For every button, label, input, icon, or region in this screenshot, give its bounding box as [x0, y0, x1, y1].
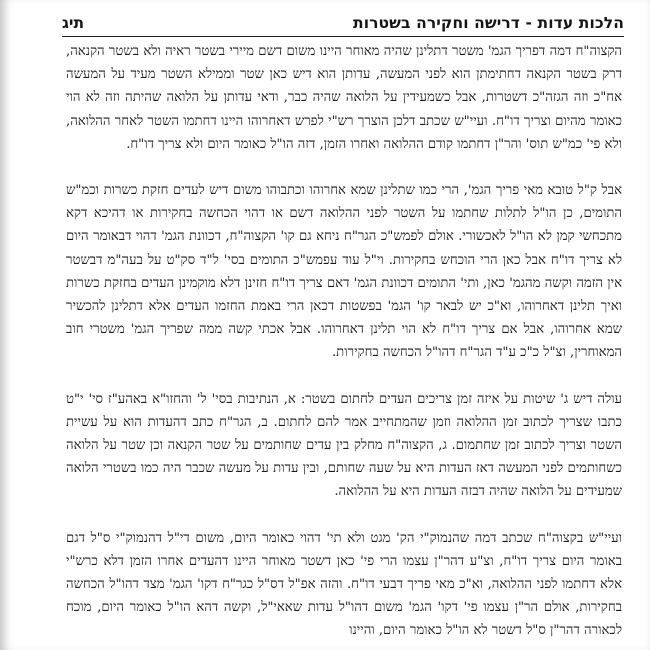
page-header	[62, 8, 624, 32]
header-rule	[62, 36, 624, 37]
page-number: תיג	[62, 14, 85, 32]
running-title: הלכות עדות - דרישה וחקירה בשטרות	[353, 14, 624, 32]
paragraph-3: עולה דיש ג' שיטות על איזה זמן צריכים העדים לחתום בשטר: א, הנתיבות בסי' ל' והחזו"א באהע"ז סי' י"ט כתבו שצריך לכתוב זמן ההלואה וזמן שהמתחייב אמר להם לחתום. ב, הגר"ח כתב דהעדות הוא על עשיית השטר וצריך לכתוב זמן שחתמום. ג, הקצוה"ח מחלק בין עדים שחותמים על שטר הקנאה וכן שטר על הלואה כשחותמים לפני המעשה דאז העדות היא על שעה שחותם, ובין עדות על מעשה שכבר היה כמו בשטרי הלואה שמעידים על הלואה שהיה דבזה העדות היא על ההלואה.	[66, 391, 622, 500]
body-text	[66, 40, 622, 643]
paragraph-2: אבל ק"ל טובא מאי פריך הגמ', הרי כמו שתלינן שמא אחרוהו וכתבוהו משום דיש לעדים חזקת כשרות וכמ"ש התומים, כן הו"ל לתלות שחתמו על השטר לפני ההלואה דשם או דהוי הכחשה בחקירות או דהיכא דקא מתכחשי קמן לא הו"ל לאכשורי. אולם לפמש"כ הגר"ח ניחא גם קו' הקצוה"ח, דכוונת הגמ' דהוי דבאומר היום לא צריך דו"ח אבל כאן הרי הוכחש בחקירות. וי"ל עוד עפמש"כ התומים בסי' ל"ד סק"ט על בעה"מ דבשטר אין הזמה וקשה מהגמ' כאן, ותי' התומים דכוונת הגמ' דאם צריך דו"ח חזינן דלא מוקמינן העדים בחזקת כשרות ואיך תלינן דאחרוהו, וא"כ יש לבאר קו' הגמ' בפשטות דכאן הרי באמת החזמו העדים אלא דתלינן להכשיר שמא אחרוהו, אבל אם צריך דו"ח לא הוי תלינן דאחרוהו. אבל אכתי קשה ממה שפריך הגמ' משטרי חוב המאוחרין, וצ"ל כ"כ ע"ד הגר"ח דהו"ל הכחשה בחקירות.	[66, 183, 622, 361]
paragraph-4: ועיי"ש בקצוה"ח שכתב דמה שהנמוק"י הק' מגט ולא תי' דהוי כאומר היום, משום די"ל דהנמוק"י ס"ל דגם באומר היום צריך דו"ח, וצ"ע דהר"ן עצמו הרי פי' כאן דשטר מאוחר היינו דהעדים אחרו הזמן דלא כרש"י אלא דחתמו לפני ההלואה, וא"כ מאי פריך דבעי דו"ח. והזה אפ"ל דס"ל כגר"ח דקו' הגמ' מצד דהו"ל הכחשה בחקירות, אולם הר"ן עצמו פי' דקו' הגמ' משום דהו"ל עדות שאאי"ל, וקשה דהא הו"ל כאומר היום, מוכח לכאורה דהר"ן ס"ל דשטר לא הו"ל כאומר היום, והיינו	[66, 530, 622, 639]
paragraph-1: הקצוה"ח דמה דפריך הגמ' משטר דתלינן שהיה מאוחר היינו משום דשם מיירי בשטר ראיה ולא בשטר הקנאה, דרק בשטר הקנאה דחתימתן הוא לפני המעשה, עדותן הוא דיש כאן שטר וממילא השטר מעיד על המעשה אח"כ וזה הגזה"כ דשטרות, אבל כשמעידין על הלואה שהיה כבר, ודאי עדותן על הלואה שהיתה וזה לא הוי כאומר מהיום וצריך דו"ח. ועיי"ש שכתב דלכן הוצרך רש"י לפרש דאחרוהו היינו דחתמו השטר לאחר ההלואה, ולא פי' כמ"ש תוס' והר"ן דחתמו קודם ההלואה ואחרו הזמן, דזה הו"ל כאומר היום ולא צריך דו"ח.	[66, 44, 622, 152]
